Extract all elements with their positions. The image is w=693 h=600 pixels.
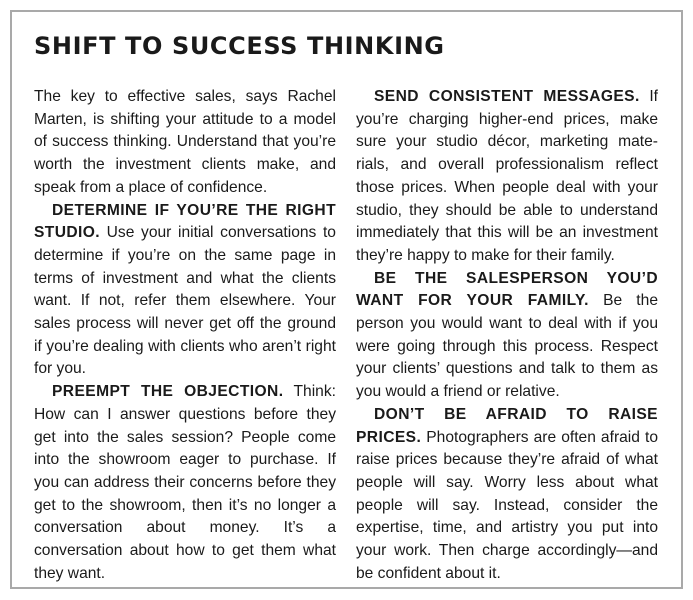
- tip-paragraph-consistent: [356, 86, 658, 268]
- intro-paragraph: The key to effective sales, says Rachel Marten, is shifting your attitude to a model of success thinking. Understand that you’re worth the investment clients make, and speak from a place of confidence.: [34, 88, 336, 196]
- sidebar-title: SHIFT TO SUCCESS THINKING: [34, 32, 445, 60]
- right-column: [356, 86, 658, 585]
- tip-heading: DETERMINE IF YOU’RE THE RIGHT STUDIO.: [34, 201, 336, 242]
- tip-body: Photographers are often afraid to raise prices because they’re afraid of what people will say. Worry less about what people will say. Instead, consider the expertise, time, and artistry you put into your work. Then charge accordingly—and be confident about it.: [356, 428, 658, 582]
- tip-body: Think: How can I answer questions before they get into the sales session? People come into the showroom eager to purchase. If you can address their concerns before they get to the showroom, then it’s no longer a conversation about money. It’s a conversation about how to get them what they want.: [34, 383, 336, 582]
- tip-heading: BE THE SALESPERSON YOU’D WANT FOR YOUR FAMILY.: [356, 269, 658, 310]
- tip-paragraph-salesperson: [356, 268, 658, 404]
- tip-heading: DON’T BE AFRAID TO RAISE PRICES.: [356, 405, 658, 446]
- tip-paragraph-determine: [34, 200, 336, 382]
- tip-body: Be the person you would want to deal with if you were going through this process. Respect your clients’ questions and talk to them as you would a friend or relative.: [356, 292, 658, 401]
- tip-paragraph-preempt: [34, 381, 336, 585]
- tip-paragraph-raise-prices: [356, 404, 658, 586]
- tip-body: Use your initial conversations to determine if you’re on the same page in terms of investment and what the clients want. If not, refer them elsewhere. Your sales process will never get off the ground if you’re dealing with clients who aren’t right for you.: [34, 224, 336, 378]
- left-column: [34, 86, 336, 585]
- tip-heading: PREEMPT THE OBJECTION.: [52, 383, 284, 401]
- sidebar-box: [10, 10, 683, 589]
- tip-heading: SEND CONSISTENT MESSAGES.: [374, 88, 640, 105]
- tip-body: If you’re charging higher-end prices, make sure your studio décor, marketing materials, and overall professionalism reflect those prices. When people deal with your studio, they should be able to understand immediately that this will be an investment they’re happy to make for their family.: [356, 88, 658, 264]
